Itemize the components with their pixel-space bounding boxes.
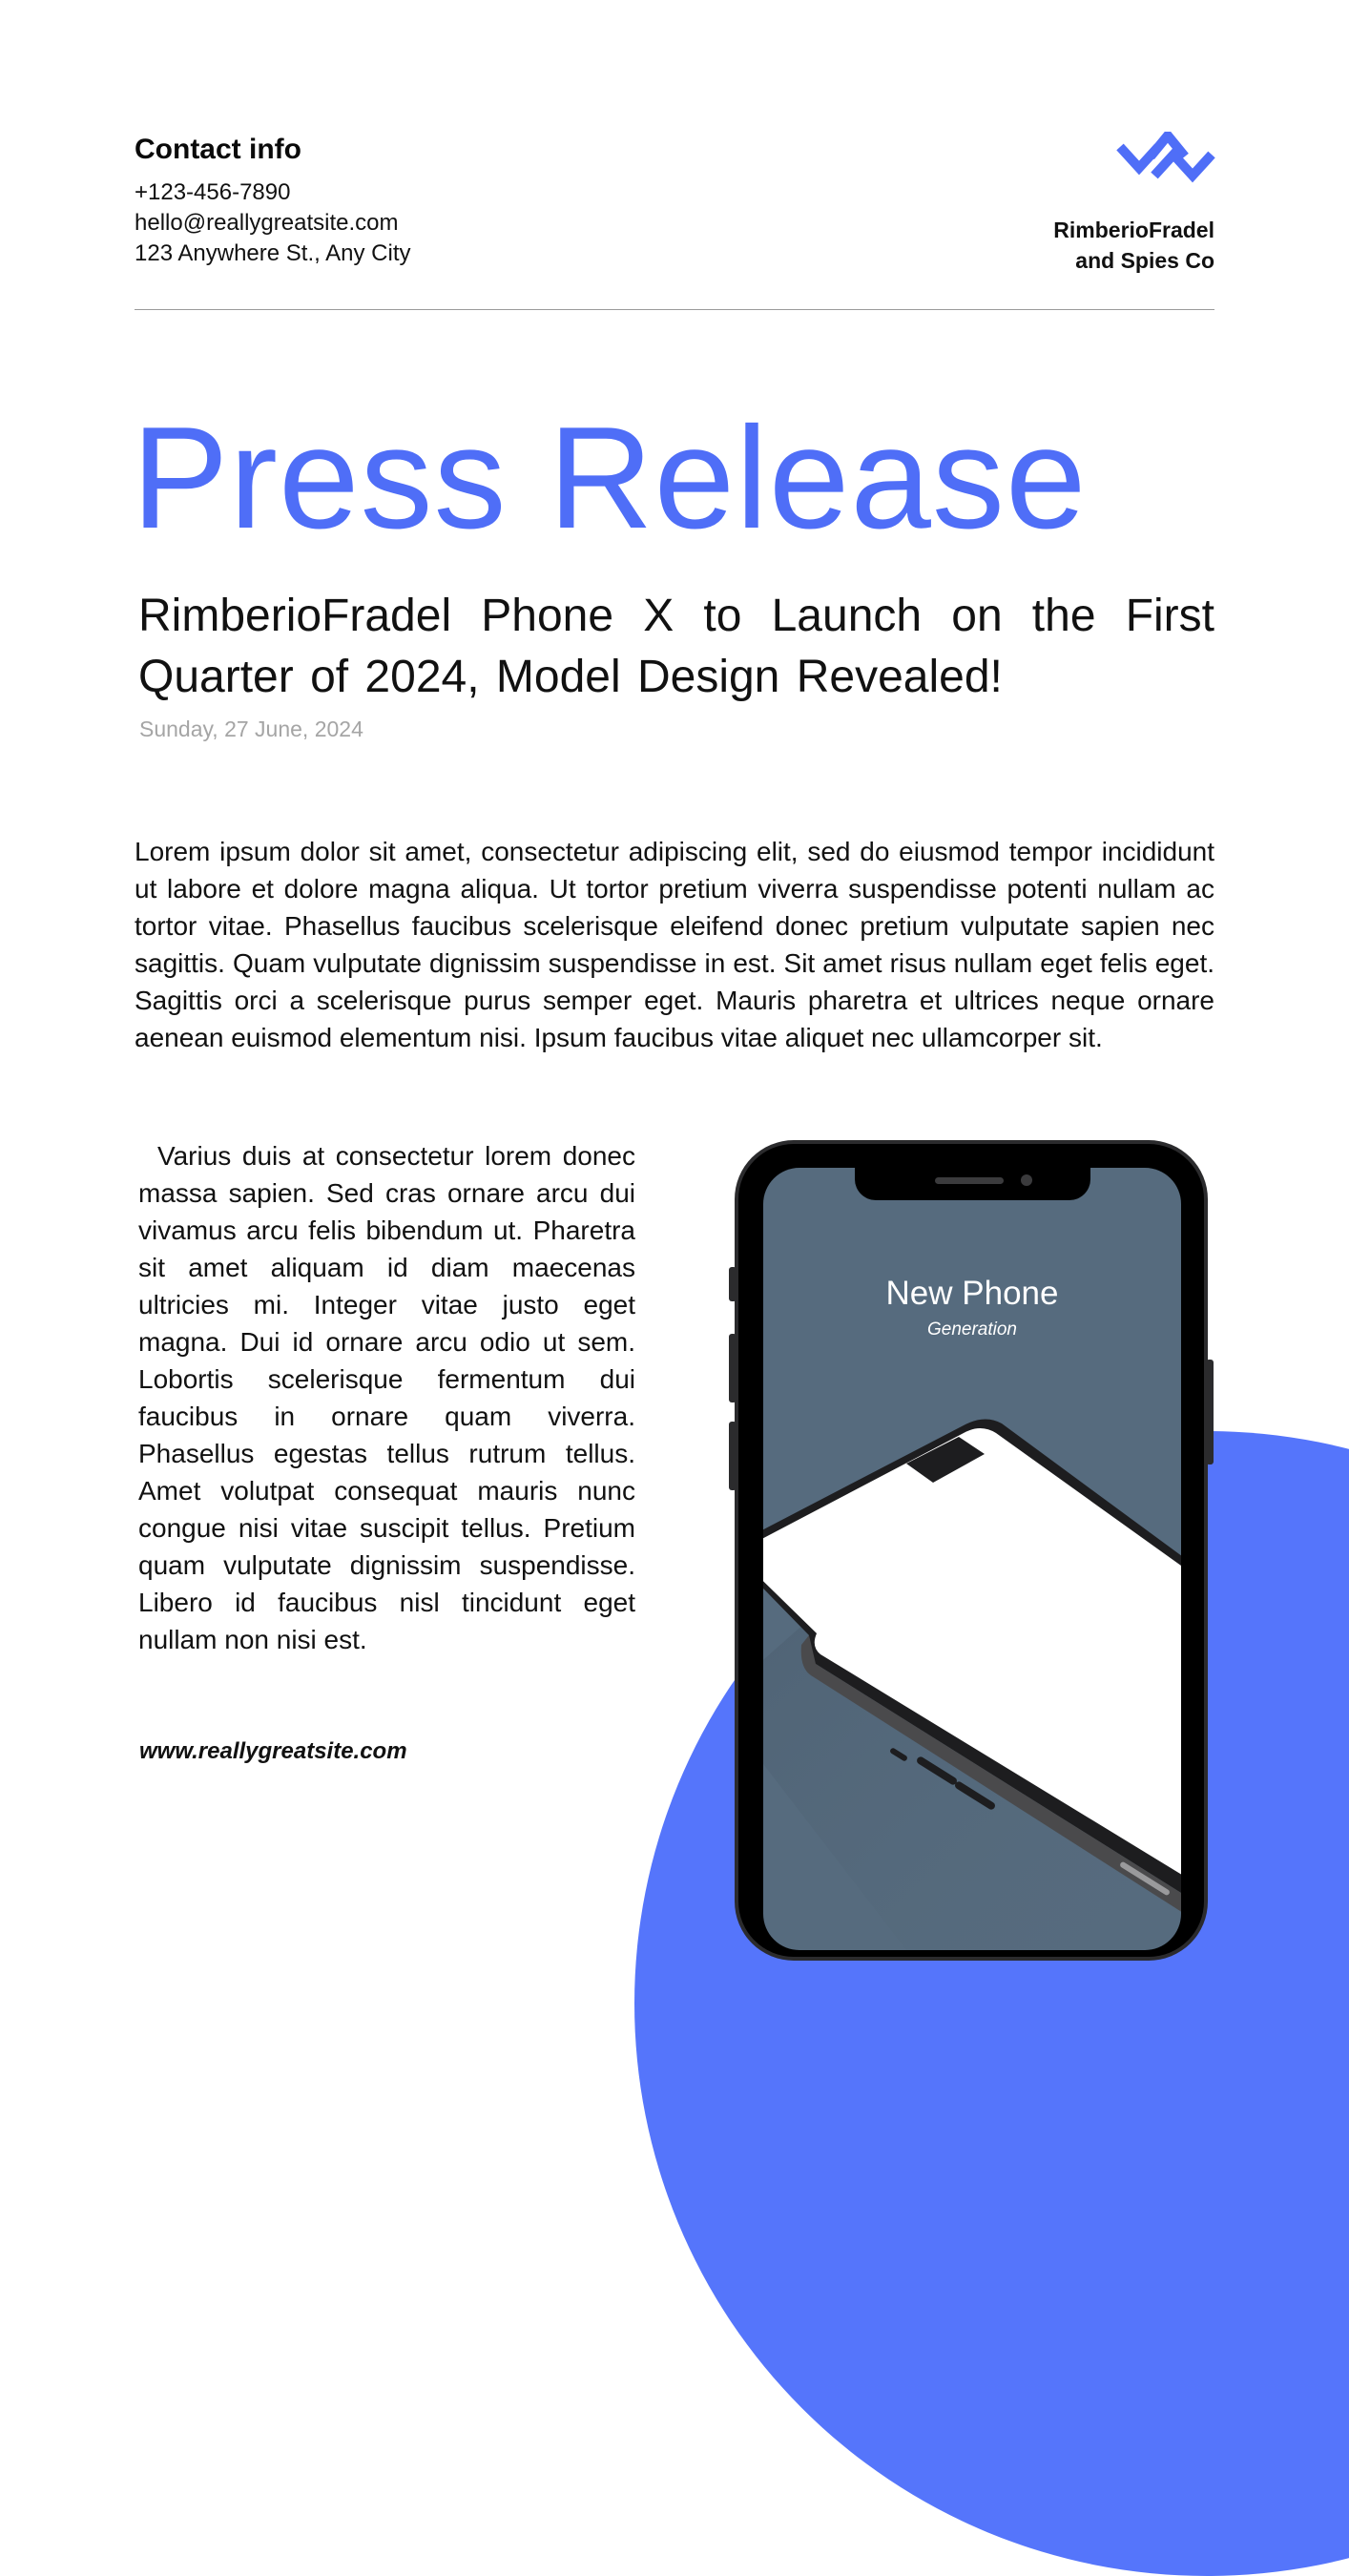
company-name-line2: and Spies Co — [1075, 248, 1214, 273]
phone-speaker — [935, 1177, 1004, 1184]
body-paragraph-1: Lorem ipsum dolor sit amet, consectetur adipiscing elit, sed do eiusmod tempor incididunt ut labore et dolore magna aliqua. Ut tortor pretium viverra suspendisse potenti nullam ac tortor vitae. Phasellus faucibus scelerisque eleifend donec pretium vulputate sapien nec sagittis. Quam vulputate dignissim suspendisse in est. Sit amet risus nullam eget felis eget. Sagittis orci a scelerisque purus semper eget. Mauris pharetra et ultrices neque ornare aenean euismod elementum nisi. Ipsum faucibus vitae aliquet nec ullamcorper sit. — [135, 837, 1214, 1052]
release-date: Sunday, 27 June, 2024 — [139, 717, 363, 741]
phone-screen-subtitle: Generation — [926, 1319, 1017, 1340]
company-logo-icon — [1116, 132, 1215, 193]
company-name — [966, 215, 1214, 276]
company-name-line1: RimberioFradel — [1053, 218, 1214, 242]
phone-screen-title: New Phone — [885, 1275, 1059, 1312]
contact-info-heading: Contact info — [135, 134, 301, 165]
website-link[interactable]: www.reallygreatsite.com — [139, 1738, 407, 1764]
contact-phone: +123-456-7890 — [135, 179, 291, 205]
header-divider — [135, 309, 1214, 310]
page-title: Press Release — [132, 397, 1088, 559]
contact-email: hello@reallygreatsite.com — [135, 210, 399, 236]
headline: RimberioFradel Phone X to Launch on the First Quarter of 2024, Model Design Revealed! — [138, 591, 1214, 702]
contact-address: 123 Anywhere St., Any City — [135, 240, 411, 266]
phone-camera-icon — [1021, 1174, 1032, 1186]
body-paragraph-2: Varius duis at consectetur lorem donec massa sapien. Sed cras ornare arcu dui vivamus arcu felis bibendum ut. Pharetra sit amet aliquam id diam maecenas ultricies mi. Integer vitae justo eget magna. Dui id ornare arcu odio ut sem. Lobortis scelerisque fermentum dui faucibus in ornare quam viverra. Phasellus egestas tellus rutrum tellus. Amet volutpat consequat mauris nunc congue nisi vitae suscipit tellus. Pretium quam vulputate dignissim suspendisse. Libero id faucibus nisl tincidunt eget nullam non nisi est. — [138, 1141, 635, 1654]
